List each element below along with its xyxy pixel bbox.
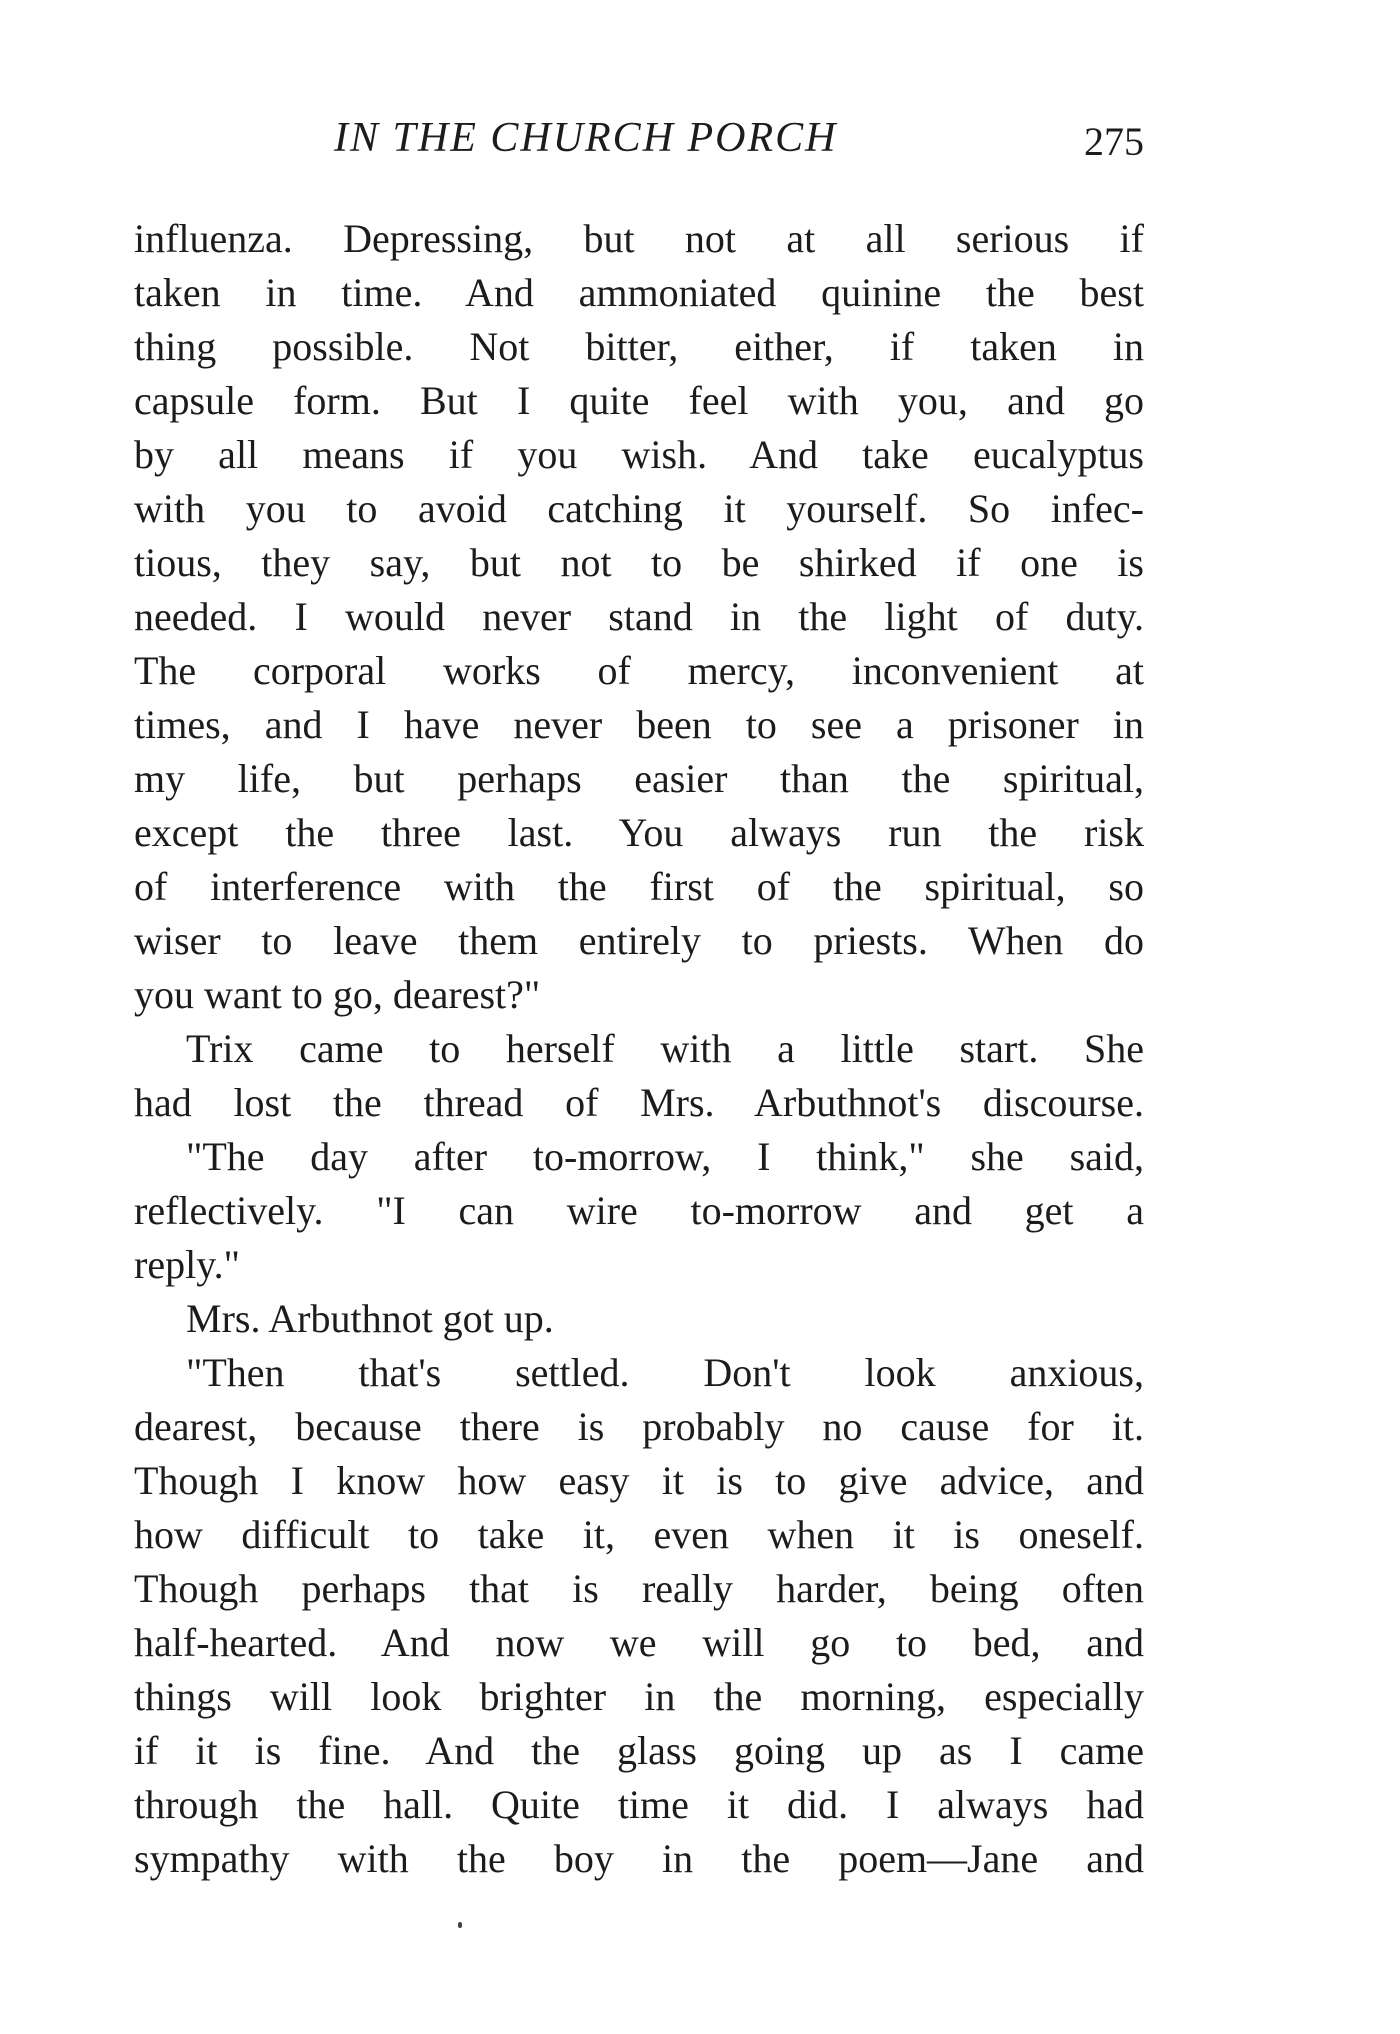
text-line: except the three last. You always run the risk	[134, 810, 1144, 855]
text-line: Though I know how easy it is to give advice, and	[134, 1458, 1144, 1503]
text-line: "Then that's settled. Don't look anxious,	[186, 1350, 1144, 1395]
text-line: times, and I have never been to see a prisoner in	[134, 702, 1144, 747]
text-line: reflectively. "I can wire to-morrow and get a	[134, 1188, 1144, 1233]
text-line: Though perhaps that is really harder, being often	[134, 1566, 1144, 1611]
text-line: my life, but perhaps easier than the spiritual,	[134, 756, 1144, 801]
text-line: "The day after to-morrow, I think," she said,	[186, 1134, 1144, 1179]
text-line: wiser to leave them entirely to priests. When do	[134, 918, 1144, 963]
text-line: taken in time. And ammoniated quinine the best	[134, 270, 1144, 315]
page-number: 275	[1084, 119, 1144, 164]
running-title: IN THE CHURCH PORCH	[334, 115, 838, 161]
text-line: influenza. Depressing, but not at all serious if	[134, 216, 1144, 261]
text-line: Mrs. Arbuthnot got up.	[186, 1296, 554, 1341]
text-line: of interference with the first of the spiritual, so	[134, 864, 1144, 909]
text-line: if it is fine. And the glass going up as I came	[134, 1728, 1144, 1773]
text-line: things will look brighter in the morning, especially	[134, 1674, 1144, 1719]
text-line: through the hall. Quite time it did. I always had	[134, 1782, 1144, 1827]
text-body	[134, 212, 1144, 1886]
print-speck	[458, 1922, 462, 1928]
text-line: dearest, because there is probably no cause for it.	[134, 1404, 1144, 1449]
text-line: had lost the thread of Mrs. Arbuthnot's discourse.	[134, 1080, 1144, 1125]
text-line: by all means if you wish. And take eucalyptus	[134, 432, 1144, 477]
text-line: tious, they say, but not to be shirked if one is	[134, 540, 1144, 585]
text-line: thing possible. Not bitter, either, if taken in	[134, 324, 1144, 369]
text-line: with you to avoid catching it yourself. So infec-	[134, 486, 1144, 531]
text-line: Trix came to herself with a little start. She	[186, 1026, 1144, 1071]
running-head	[134, 108, 1144, 168]
text-line: how difficult to take it, even when it is oneself.	[134, 1512, 1144, 1557]
text-line: needed. I would never stand in the light of duty.	[134, 594, 1144, 639]
text-line: reply."	[134, 1242, 240, 1287]
text-line: you want to go, dearest?"	[134, 972, 541, 1017]
text-line: capsule form. But I quite feel with you, and go	[134, 378, 1144, 423]
text-line: The corporal works of mercy, inconvenient at	[134, 648, 1144, 693]
text-line: sympathy with the boy in the poem—Jane and	[134, 1836, 1144, 1881]
text-line: half-hearted. And now we will go to bed, and	[134, 1620, 1144, 1665]
